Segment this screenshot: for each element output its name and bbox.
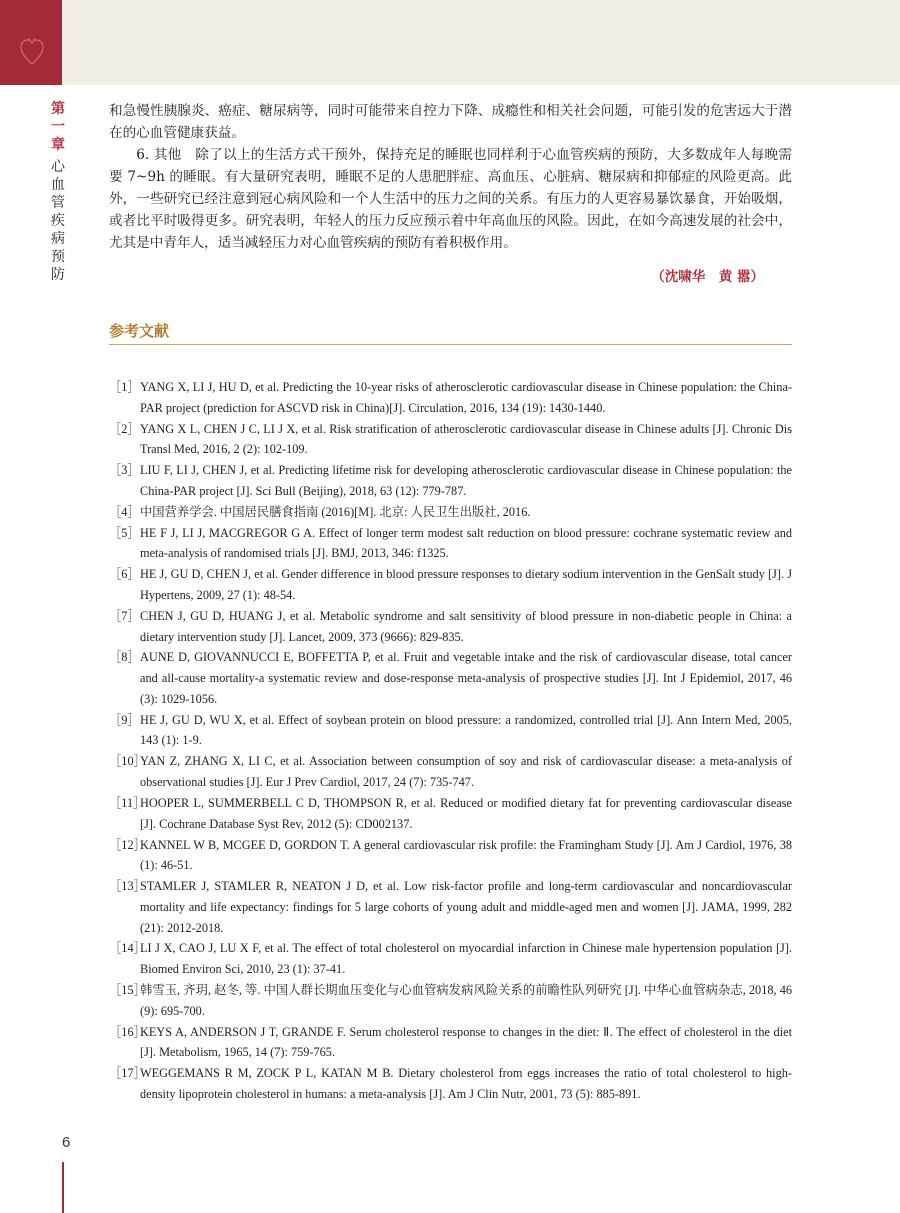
reference-item [109, 835, 792, 876]
reference-number: ［17］ [109, 1066, 146, 1081]
page-number: 6 [62, 1134, 71, 1151]
reference-number: ［9］ [109, 712, 140, 727]
reference-number: ［16］ [109, 1024, 146, 1039]
page-header-band [0, 0, 900, 85]
chapter-title: 心 血 管 疾 病 预 防 [51, 159, 65, 283]
reference-number: ［15］ [109, 983, 146, 998]
reference-number: ［1］ [109, 380, 140, 394]
reference-number: ［4］ [109, 504, 140, 519]
body-text [109, 100, 792, 254]
references-heading: 参考文献 [109, 322, 170, 340]
reference-item [109, 938, 792, 979]
reference-item [109, 647, 792, 709]
reference-number: ［5］ [109, 525, 140, 540]
reference-number: ［2］ [109, 421, 140, 436]
reference-item [109, 1022, 792, 1063]
reference-text: HE F J, LI J, MACGREGOR G A. Effect of longer term modest salt reduction on blood pressure: cochrane systematic review and meta-analysis of randomised trials [J]. BMJ, 2013, 346: f1325. [140, 525, 792, 561]
reference-item [109, 419, 792, 460]
reference-number: ［3］ [109, 463, 140, 478]
references-divider [109, 344, 792, 345]
chapter-label [44, 100, 72, 284]
reference-text: 中国营养学会. 中国居民膳食指南 (2016)[M]. 北京: 人民卫生出版社, 2016. [140, 504, 531, 519]
reference-number: ［7］ [109, 608, 140, 623]
reference-text: 韩雪玉, 齐玥, 赵冬, 等. 中国人群长期血压变化与心血管病发病风险关系的前瞻性队列研究 [J]. 中华心血管病杂志, 2018, 46 (9): 695-700. [140, 983, 792, 1018]
reference-number: ［12］ [109, 837, 146, 852]
reference-item [109, 751, 792, 792]
reference-item [109, 1063, 792, 1104]
reference-text: WEGGEMANS R M, ZOCK P L, KATAN M B. Dietary cholesterol from eggs increases the ratio of total cholesterol to high-density lipoprotein cholesterol in humans: a meta-analysis [J]. Am J Clin Nutr, 2001, 73 (5): 885-891. [140, 1066, 792, 1101]
reference-text: LIU F, LI J, CHEN J, et al. Predicting lifetime risk for developing atherosclerotic cardiovascular disease in Chinese population: the China-PAR project [J]. Sci Bull (Beijing), 2018, 63 (12): 779-787. [140, 463, 792, 498]
reference-text: AUNE D, GIOVANNUCCI E, BOFFETTA P, et al. Fruit and vegetable intake and the risk of cardiovascular disease, total cancer and all-cause mortality-a systematic review and dose-response meta-analysis of prospective studies [J]. Int J Epidemiol, 2017, 46 (3): 1029-1056. [140, 650, 792, 706]
section-authors: （沈啸华 黄 嚣） [651, 269, 764, 285]
reference-item [109, 564, 792, 605]
chapter-number: 第 一 章 [51, 101, 65, 153]
reference-number: ［10］ [109, 754, 146, 769]
heart-icon [20, 38, 44, 66]
page-number-bar [62, 1162, 64, 1213]
reference-text: STAMLER J, STAMLER R, NEATON J D, et al. Low risk-factor profile and long-term cardiovascular and noncardiovascular mortality and life expectancy: findings for 5 large cohorts of young adult and middle-aged men and women [J]. JAMA, 1999, 282 (21): 2012-2018. [140, 879, 792, 935]
paragraph-2: 6. 其他 除了以上的生活方式干预外，保持充足的睡眠也同样利于心血管疾病的预防，大多数成年人每晚需要 7~9h 的睡眠。有大量研究表明，睡眠不足的人患肥胖症、高血压、心脏病、糖尿病和抑郁症的风险更高。此外，一些研究已经注意到冠心病风险和一个人生活中的压力之间的关系。有压力的人更容易暴饮暴食，开始吸烟，或者比平时吸得更多。研究表明，年轻人的压力反应预示着中年高血压的风险。因此，在如今高速发展的社会中，尤其是中青年人，适当减轻压力对心血管疾病的预防有着积极作用。 [109, 147, 792, 251]
reference-text: HE J, GU D, CHEN J, et al. Gender difference in blood pressure responses to dietary sodium intervention in the GenSalt study [J]. J Hypertens, 2009, 27 (1): 48-54. [140, 567, 792, 602]
reference-item [109, 606, 792, 647]
reference-number: ［14］ [109, 941, 146, 956]
reference-item [109, 523, 792, 564]
reference-text: YANG X, LI J, HU D, et al. Predicting the 10-year risks of atherosclerotic cardiovascular disease in Chinese population: the China-PAR project (prediction for ASCVD risk in China)[J]. Circulation, 2016, 134 (19): 1430-1440. [140, 380, 792, 415]
reference-number: ［13］ [109, 879, 146, 894]
paragraph-1: 和急慢性胰腺炎、癌症、糖尿病等，同时可能带来自控力下降、成瘾性和相关社会问题，可能引发的危害远大于潜在的心血管健康获益。 [109, 103, 792, 141]
reference-item [109, 710, 792, 751]
reference-text: HOOPER L, SUMMERBELL C D, THOMPSON R, et al. Reduced or modified dietary fat for preventing cardiovascular disease [J]. Cochrane Database Syst Rev, 2012 (5): CD002137. [140, 795, 792, 831]
reference-item [109, 793, 792, 834]
reference-text: CHEN J, GU D, HUANG J, et al. Metabolic syndrome and salt sensitivity of blood pressure in non-diabetic people in China: a dietary intervention study [J]. Lancet, 2009, 373 (9666): 829-835. [140, 608, 792, 644]
reference-text: HE J, GU D, WU X, et al. Effect of soybean protein on blood pressure: a randomized, controlled trial [J]. Ann Intern Med, 2005, 143 (1): 1-9. [140, 712, 792, 748]
chapter-corner-block [0, 0, 62, 85]
reference-number: ［11］ [109, 795, 146, 810]
reference-item [109, 876, 792, 938]
reference-item [109, 460, 792, 501]
reference-list [109, 377, 792, 1105]
reference-text: LI J X, CAO J, LU X F, et al. The effect of total cholesterol on myocardial infarction in Chinese male hypertension population [J]. Biomed Environ Sci, 2010, 23 (1): 37-41. [140, 941, 792, 977]
reference-number: ［6］ [109, 567, 140, 582]
reference-number: ［8］ [109, 650, 140, 665]
reference-item [109, 980, 792, 1021]
reference-text: YAN Z, ZHANG X, LI C, et al. Association between consumption of soy and risk of cardiovascular disease: a meta-analysis of observational studies [J]. Eur J Prev Cardiol, 2017, 24 (7): 735-747. [140, 754, 792, 790]
reference-item [109, 377, 792, 418]
reference-text: KANNEL W B, MCGEE D, GORDON T. A general cardiovascular risk profile: the Framingham Study [J]. Am J Cardiol, 1976, 38 (1): 46-51. [140, 837, 792, 873]
reference-text: YANG X L, CHEN J C, LI J X, et al. Risk stratification of atherosclerotic cardiovascular disease in Chinese adults [J]. Chronic Dis Transl Med, 2016, 2 (2): 102-109. [140, 421, 792, 457]
reference-item [109, 502, 792, 523]
reference-text: KEYS A, ANDERSON J T, GRANDE F. Serum cholesterol response to changes in the diet: Ⅱ. The effect of cholesterol in the diet [J]. Metabolism, 1965, 14 (7): 759-765. [140, 1024, 792, 1060]
